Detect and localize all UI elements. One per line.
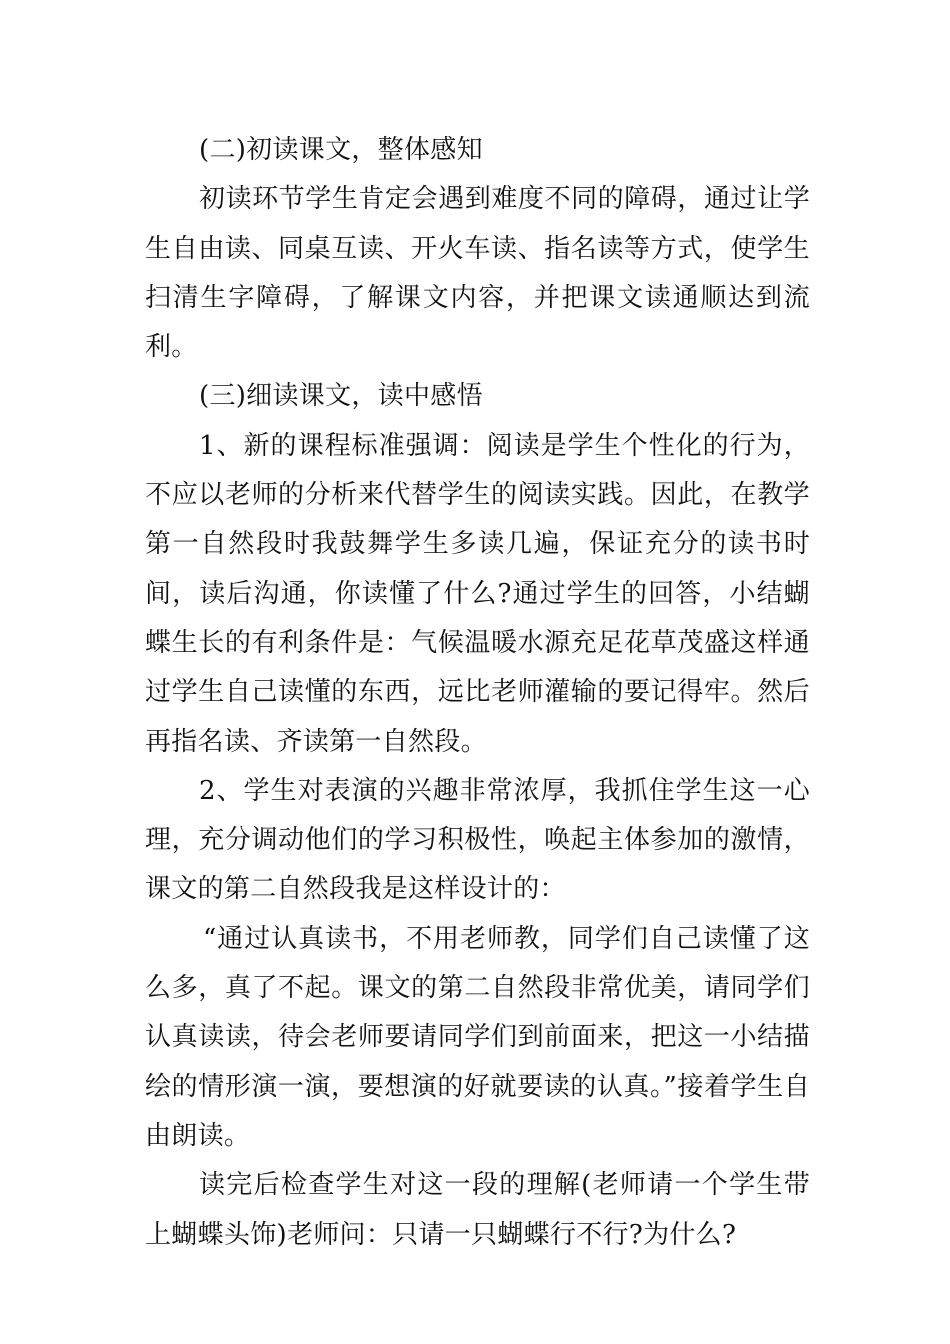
paragraph-first-reading: 初读环节学生肯定会遇到难度不同的障碍，通过让学生自由读、同桌互读、开火车读、指名读等方式，使学生扫清生字障碍，了解课文内容，并把课文读通顺达到流利。 [145, 184, 810, 363]
paragraph-point-2: 2、学生对表演的兴趣非常浓厚，我抓住学生这一心理，充分调动他们的学习积极性，唤起主体参加的激情，课文的第二自然段我是这样设计的： [145, 775, 810, 905]
paragraph-check-understanding: 读完后检查学生对这一段的理解(老师请一个学生带上蝴蝶头饰)老师问：只请一只蝴蝶行不行?为什么? [145, 1170, 810, 1250]
paragraph-point-1: 1、新的课程标准强调：阅读是学生个性化的行为，不应以老师的分析来代替学生的阅读实践。因此，在教学第一自然段时我鼓舞学生多读几遍，保证充分的读书时间，读后沟通，你读懂了什么?通过学生的回答，小结蝴蝶生长的有利条件是：气候温暖水源充足花草茂盛这样通过学生自己读懂的东西，远比老师灌输的要记得牢。然后再指名读、齐读第一自然段。 [145, 430, 810, 757]
paragraph-quote: “通过认真读书，不用老师教，同学们自己读懂了这么多，真了不起。课文的第二自然段非常优美，请同学们认真读读，待会老师要请同学们到前面来，把这一小结描绘的情形演一演，要想演的好就要读的认真。”接着学生自由朗读。 [145, 923, 810, 1151]
section-heading-first-reading: (二)初读课文，整体感知 [199, 135, 483, 165]
section-heading-close-reading: (三)细读课文，读中感悟 [199, 381, 483, 412]
document-body [145, 126, 810, 1260]
